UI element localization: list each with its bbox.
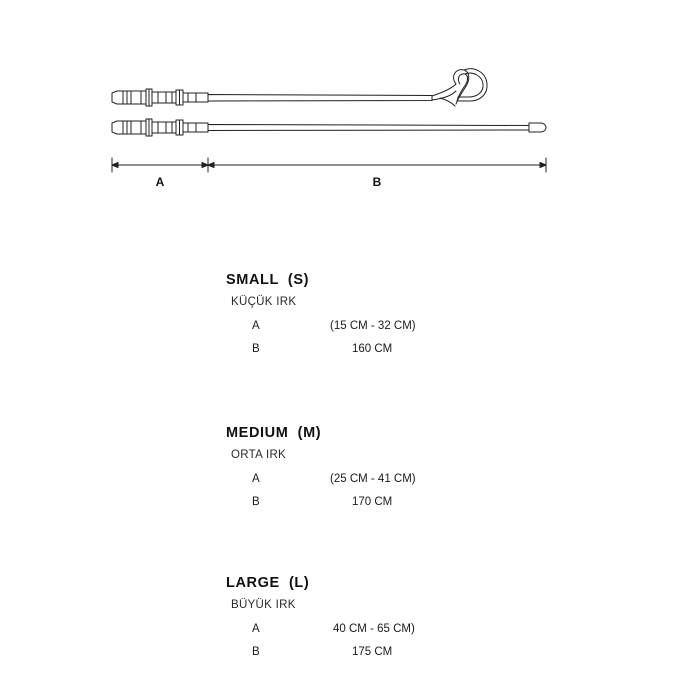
row-label-small-a: A	[252, 320, 260, 332]
row-value-medium-b: 170 CM	[352, 496, 393, 508]
dimension-label-b: B	[372, 175, 382, 189]
product-diagram	[0, 0, 700, 230]
row-label-small-b: B	[252, 343, 260, 355]
row-value-small-b: 160 CM	[352, 343, 393, 355]
row-value-large-b: 175 CM	[352, 646, 393, 658]
size-subtitle-small: KÜÇÜK IRK	[231, 296, 297, 308]
dimension-label-a: A	[155, 175, 165, 189]
size-subtitle-large: BÜYÜK IRK	[231, 599, 296, 611]
product-diagram-svg	[0, 0, 700, 230]
row-value-small-a: (15 CM - 32 CM)	[330, 320, 416, 332]
size-title-large: LARGE (L)	[226, 575, 310, 591]
row-label-medium-b: B	[252, 496, 260, 508]
row-label-medium-a: A	[252, 473, 260, 485]
size-title-medium: MEDIUM (M)	[226, 425, 322, 441]
row-value-medium-a: (25 CM - 41 CM)	[330, 473, 416, 485]
row-label-large-b: B	[252, 646, 260, 658]
row-label-large-a: A	[252, 623, 260, 635]
row-value-large-a: 40 CM - 65 CM)	[333, 623, 415, 635]
size-title-small: SMALL (S)	[226, 272, 310, 288]
size-subtitle-medium: ORTA IRK	[231, 449, 287, 461]
